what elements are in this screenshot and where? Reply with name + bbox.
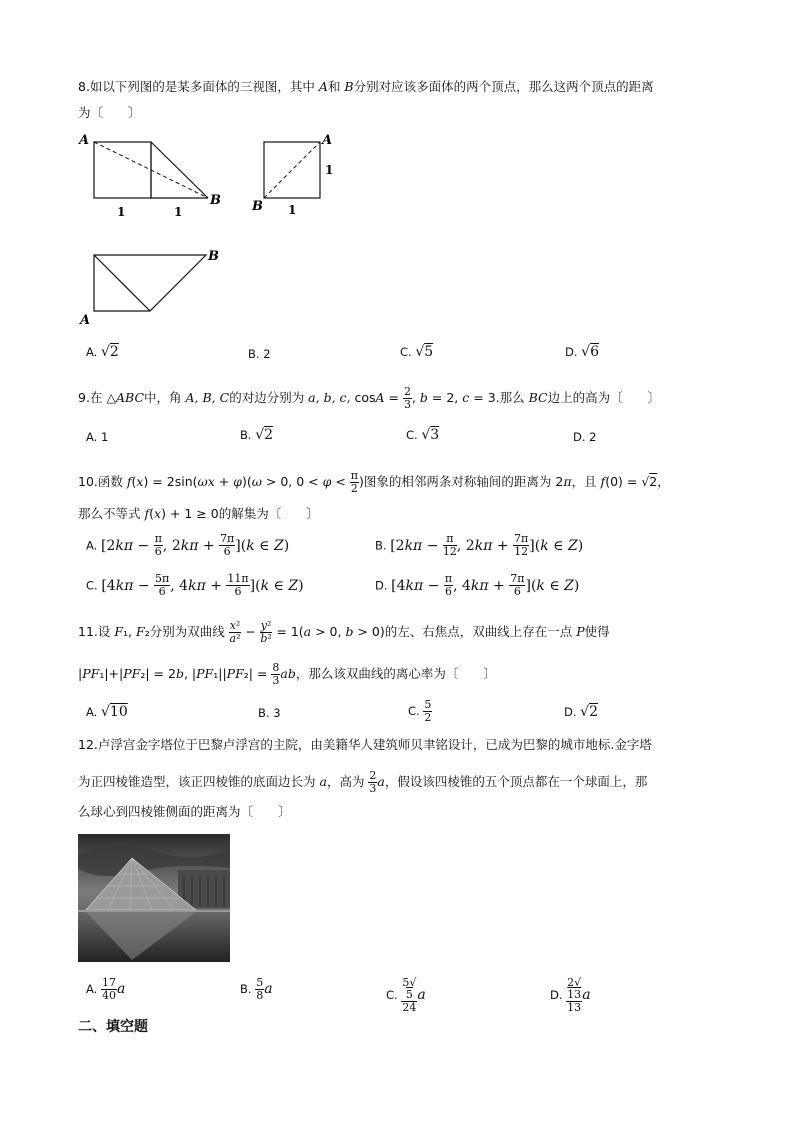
front-view-slant (151, 142, 208, 198)
q10-line2: 那么不等式 f(x) + 1 ≥ 0的解集为〔 〕 (78, 506, 319, 521)
q10-option-d[interactable]: D. [4kπ − $\frac{\pi}{6}$ , 4kπ + $\frac{7\pi}{6}$ ](k ∈ Z) (375, 572, 580, 598)
q12-option-a[interactable]: A. $\frac{17}{40}$ a (86, 976, 126, 1002)
side-dim-right: 1 (325, 163, 334, 177)
q10-option-c[interactable]: C. [4kπ − $\frac{5\pi}{6}$ , 4kπ + $\frac{11\pi}{6}$ ](k ∈ Z) (86, 572, 304, 598)
side-dim-bottom: 1 (288, 203, 297, 217)
q9-option-d[interactable]: D. 2 (573, 430, 597, 444)
q11-option-b[interactable]: B. 3 (258, 706, 281, 720)
side-label-b: B (252, 199, 263, 214)
q9-option-b[interactable]: B. √2 (240, 427, 274, 443)
front-label-a: A (79, 133, 90, 148)
top-view-trapezoid (94, 255, 206, 311)
louvre-pyramid-photo (78, 834, 230, 962)
top-label-b: B (208, 249, 219, 264)
q12-line3: 么球心到四棱锥侧面的距离为〔 〕 (78, 804, 291, 819)
side-label-a: A (322, 133, 333, 148)
q8-option-a[interactable]: A. √2 (86, 344, 119, 360)
q8-line2: 为〔 〕 (78, 105, 141, 120)
q8-option-b[interactable]: B. 2 (248, 347, 271, 361)
q11-line2: |PF₁|+|PF₂| = 2b, |PF₁||PF₂| = $\frac{8}{3}$ ab，那么该双曲线的离心率为〔 〕 (78, 661, 496, 687)
front-dim-2: 1 (174, 205, 183, 219)
q12-option-c[interactable]: C. 5√ 5 24 a (386, 976, 426, 1014)
q12-line1: 12.卢浮宫金字塔位于巴黎卢浮宫的主院，由美籍华人建筑师贝聿铭设计，已成为巴黎的城市地标.金字塔 (78, 737, 652, 752)
section-title-fill-in: 二、填空题 (78, 1019, 148, 1035)
side-view-figure (250, 128, 345, 220)
q8-option-c[interactable]: C. √5 (400, 344, 434, 360)
q8-line1: 8.如以下列图的是某多面体的三视图，其中 A和 B分别对应该多面体的两个顶点，那么这两个顶点的距离 (78, 79, 654, 94)
side-view-dashed (264, 142, 320, 198)
q9-option-c[interactable]: C. √3 (406, 427, 440, 443)
q10-option-a[interactable]: A. [2kπ − $\frac{\pi}{6}$ , 2kπ + $\frac{7\pi}{6}$ ](k ∈ Z) (86, 532, 290, 558)
front-view-rect (94, 142, 151, 198)
q12-option-b[interactable]: B. $\frac{5}{8}$ a (240, 976, 273, 1002)
q11-option-d[interactable]: D. √2 (564, 704, 599, 720)
top-view-figure (74, 246, 234, 332)
q10-line1: 10.函数 f(x) = 2sin(ωx + φ)(ω > 0, 0 < φ < $\frac{\pi}{2}$ )图象的相邻两条对称轴间的距离为 2π，且 f(0) = √2， (78, 469, 670, 495)
front-label-b: B (210, 193, 221, 208)
q12-option-d[interactable]: D. 2√ 13 13 a (550, 976, 591, 1014)
q12-line2: 为正四棱锥造型，该正四棱锥的底面边长为 a，高为 $\frac{2}{3}$ a，假设该四棱锥的五个顶点都在一个球面上，那 (78, 769, 648, 795)
q10-option-b[interactable]: B. [2kπ − $\frac{\pi}{12}$ , 2kπ + $\frac{7\pi}{12}$ ](k ∈ Z) (375, 532, 584, 558)
q9-option-a[interactable]: A. 1 (86, 430, 109, 444)
front-view-figure (74, 128, 234, 220)
side-view-rect (264, 142, 320, 198)
q8-option-d[interactable]: D. √6 (565, 344, 600, 360)
q11-option-c[interactable]: C. $\frac{5}{2}$ (408, 698, 432, 724)
q11-option-a[interactable]: A. √10 (86, 704, 128, 720)
top-view-diagonal (94, 255, 150, 311)
q11-line1: 11.设 F₁, F₂分别为双曲线 $\frac{\text{x²}}{\text{a²}}$ − $\frac{\text{y²}}{\text{b²}}$ = 1(a > 0, b > 0)的左、右焦点，双曲线上存在一点 P使得 (78, 619, 610, 645)
top-label-a: A (80, 313, 91, 328)
front-dim-1: 1 (117, 205, 126, 219)
q9-text: 9.在 △ABC中，角 A, B, C的对边分别为 a, b, c, cosA = $\frac{2}{3}$ , b = 2, c = 3.那么 BC边上的高为〔 〕 (78, 385, 661, 411)
